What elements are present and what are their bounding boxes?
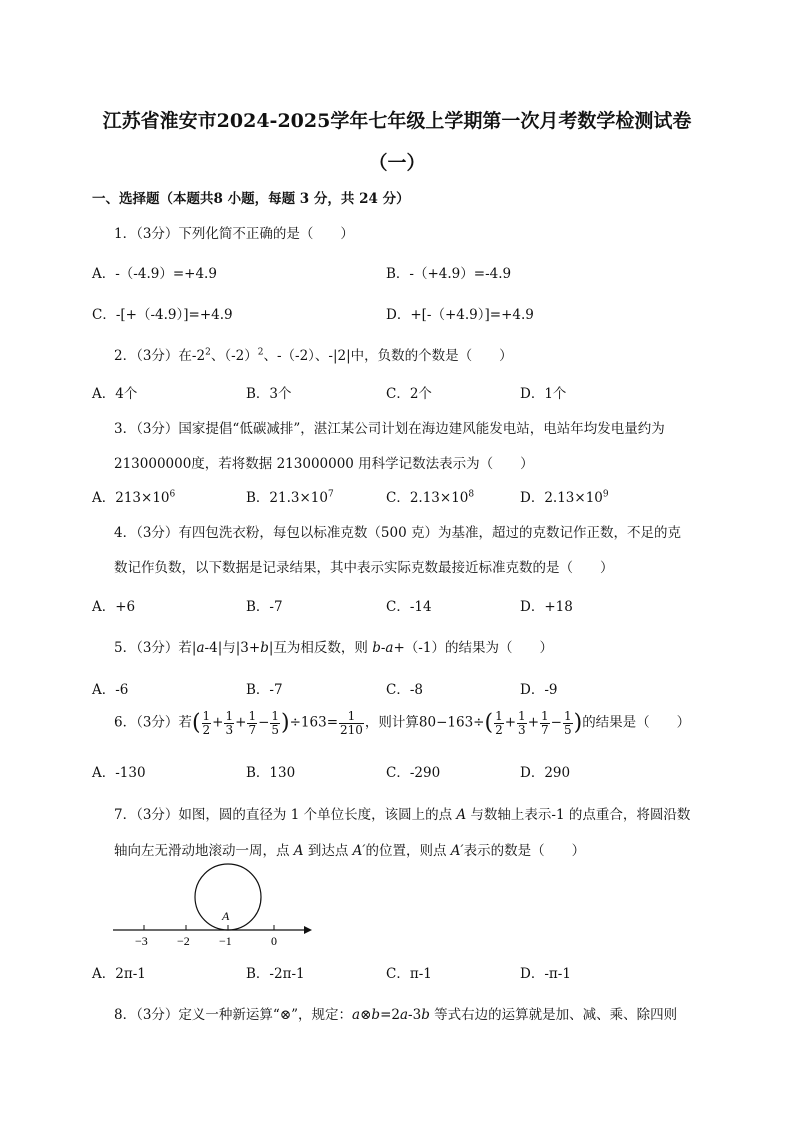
question-3-line2: 213000000度，若将数据 213000000 用科学记数法表示为（ ） bbox=[114, 456, 534, 472]
question-7-line1: 7．（3分）如图，圆的直径为 1 个单位长度，该圆上的点 A 与数轴上表示-1 的点重合，将圆沿数 bbox=[114, 807, 691, 823]
tick-label: −2 bbox=[177, 934, 190, 948]
q2-option-d: D．1个 bbox=[520, 386, 567, 402]
tick-label: −1 bbox=[219, 934, 232, 948]
q7-option-d: D．-π-1 bbox=[520, 966, 571, 982]
q4-option-d: D．+18 bbox=[520, 599, 573, 615]
page-title: 江苏省淮安市2024-2025学年七年级上学期第一次月考数学检测试卷 bbox=[102, 110, 692, 132]
point-a-label: A bbox=[222, 909, 230, 923]
q2-option-c: C．2个 bbox=[386, 386, 432, 402]
q5-option-d: D．-9 bbox=[520, 682, 558, 698]
q7-option-a: A．2π-1 bbox=[92, 966, 146, 982]
tick-label: 0 bbox=[271, 934, 277, 948]
q1-option-a: A．-（-4.9）=+4.9 bbox=[92, 266, 217, 282]
q4-option-c: C．-14 bbox=[386, 599, 432, 615]
tick-label: −3 bbox=[135, 934, 148, 948]
question-5-stem: 5．（3分）若|a-4|与|3+b|互为相反数，则 b-a+（-1）的结果为（ ） bbox=[114, 640, 553, 656]
q6-option-b: B．130 bbox=[246, 765, 296, 781]
q1-option-b: B．-（+4.9）=-4.9 bbox=[386, 266, 512, 282]
q5-option-b: B．-7 bbox=[246, 682, 283, 698]
question-6-stem: 6．（3分）若( $\frac{1}{2}$ + $\frac{1}{3}$ + $\frac{1}{7}$ − $\frac{1}{5}$ )÷163= $\frac{1}{210}$ ，则计算80−163÷( $\frac{1}{2}$ + $\frac{1}{3}$ + $\frac{1}{7}$ − $\frac{1}{5}$ )的结果是（ ） bbox=[114, 709, 691, 737]
question-7-line2: 轴向左无滑动地滚动一周，点 A 到达点 A′的位置，则点 A′表示的数是（ ） bbox=[114, 843, 586, 859]
q5-option-a: A．-6 bbox=[92, 682, 129, 698]
number-line-figure bbox=[108, 862, 323, 952]
question-1-stem: 1．（3分）下列化简不正确的是（ ） bbox=[114, 226, 354, 242]
q3-option-c: C．$2.13\times 10^8$ bbox=[386, 489, 475, 506]
question-2-stem: 2．（3分）在$-2^2$、$(-2)^2$、-（-2）、-|2|中，负数的个数是（ ） bbox=[114, 347, 513, 364]
q7-option-b: B．-2π-1 bbox=[246, 966, 305, 982]
q6-option-c: C．-290 bbox=[386, 765, 441, 781]
q1-option-c: C．-[+（-4.9）]=+4.9 bbox=[92, 307, 233, 323]
page-subtitle: （一） bbox=[368, 152, 426, 174]
q2-option-a: A．4个 bbox=[92, 386, 138, 402]
q2-option-b: B．3个 bbox=[246, 386, 292, 402]
q5-option-c: C．-8 bbox=[386, 682, 423, 698]
q1-option-d: D．+[-（+4.9）]=+4.9 bbox=[386, 307, 534, 323]
question-3-line1: 3．（3分）国家提倡“低碳减排”，湛江某公司计划在海边建风能发电站，电站年均发电量约为 bbox=[114, 421, 665, 437]
q3-option-d: D．$2.13\times 10^9$ bbox=[520, 489, 609, 506]
q4-option-a: A．+6 bbox=[92, 599, 136, 615]
question-8-stem: 8．（3分）定义一种新运算“⊗”，规定：a⊗b=2a-3b 等式右边的运算就是加、减、乘、除四则 bbox=[114, 1007, 678, 1023]
q3-option-b: B．$21.3\times 10^7$ bbox=[246, 489, 334, 506]
axis-arrow-icon bbox=[304, 926, 312, 934]
q6-option-a: A．-130 bbox=[92, 765, 146, 781]
question-4-line1: 4．（3分）有四包洗衣粉，每包以标准克数（500 克）为基准，超过的克数记作正数，不足的克 bbox=[114, 525, 681, 541]
question-4-line2: 数记作负数，以下数据是记录结果，其中表示实际克数最接近标准克数的是（ ） bbox=[114, 560, 614, 576]
q4-option-b: B．-7 bbox=[246, 599, 283, 615]
q7-option-c: C．π-1 bbox=[386, 966, 432, 982]
q3-option-a: A．$213\times 10^6$ bbox=[92, 489, 176, 506]
q6-option-d: D．290 bbox=[520, 765, 571, 781]
section-heading: 一、选择题（本题共8 小题，每题 3 分，共 24 分） bbox=[92, 191, 410, 207]
